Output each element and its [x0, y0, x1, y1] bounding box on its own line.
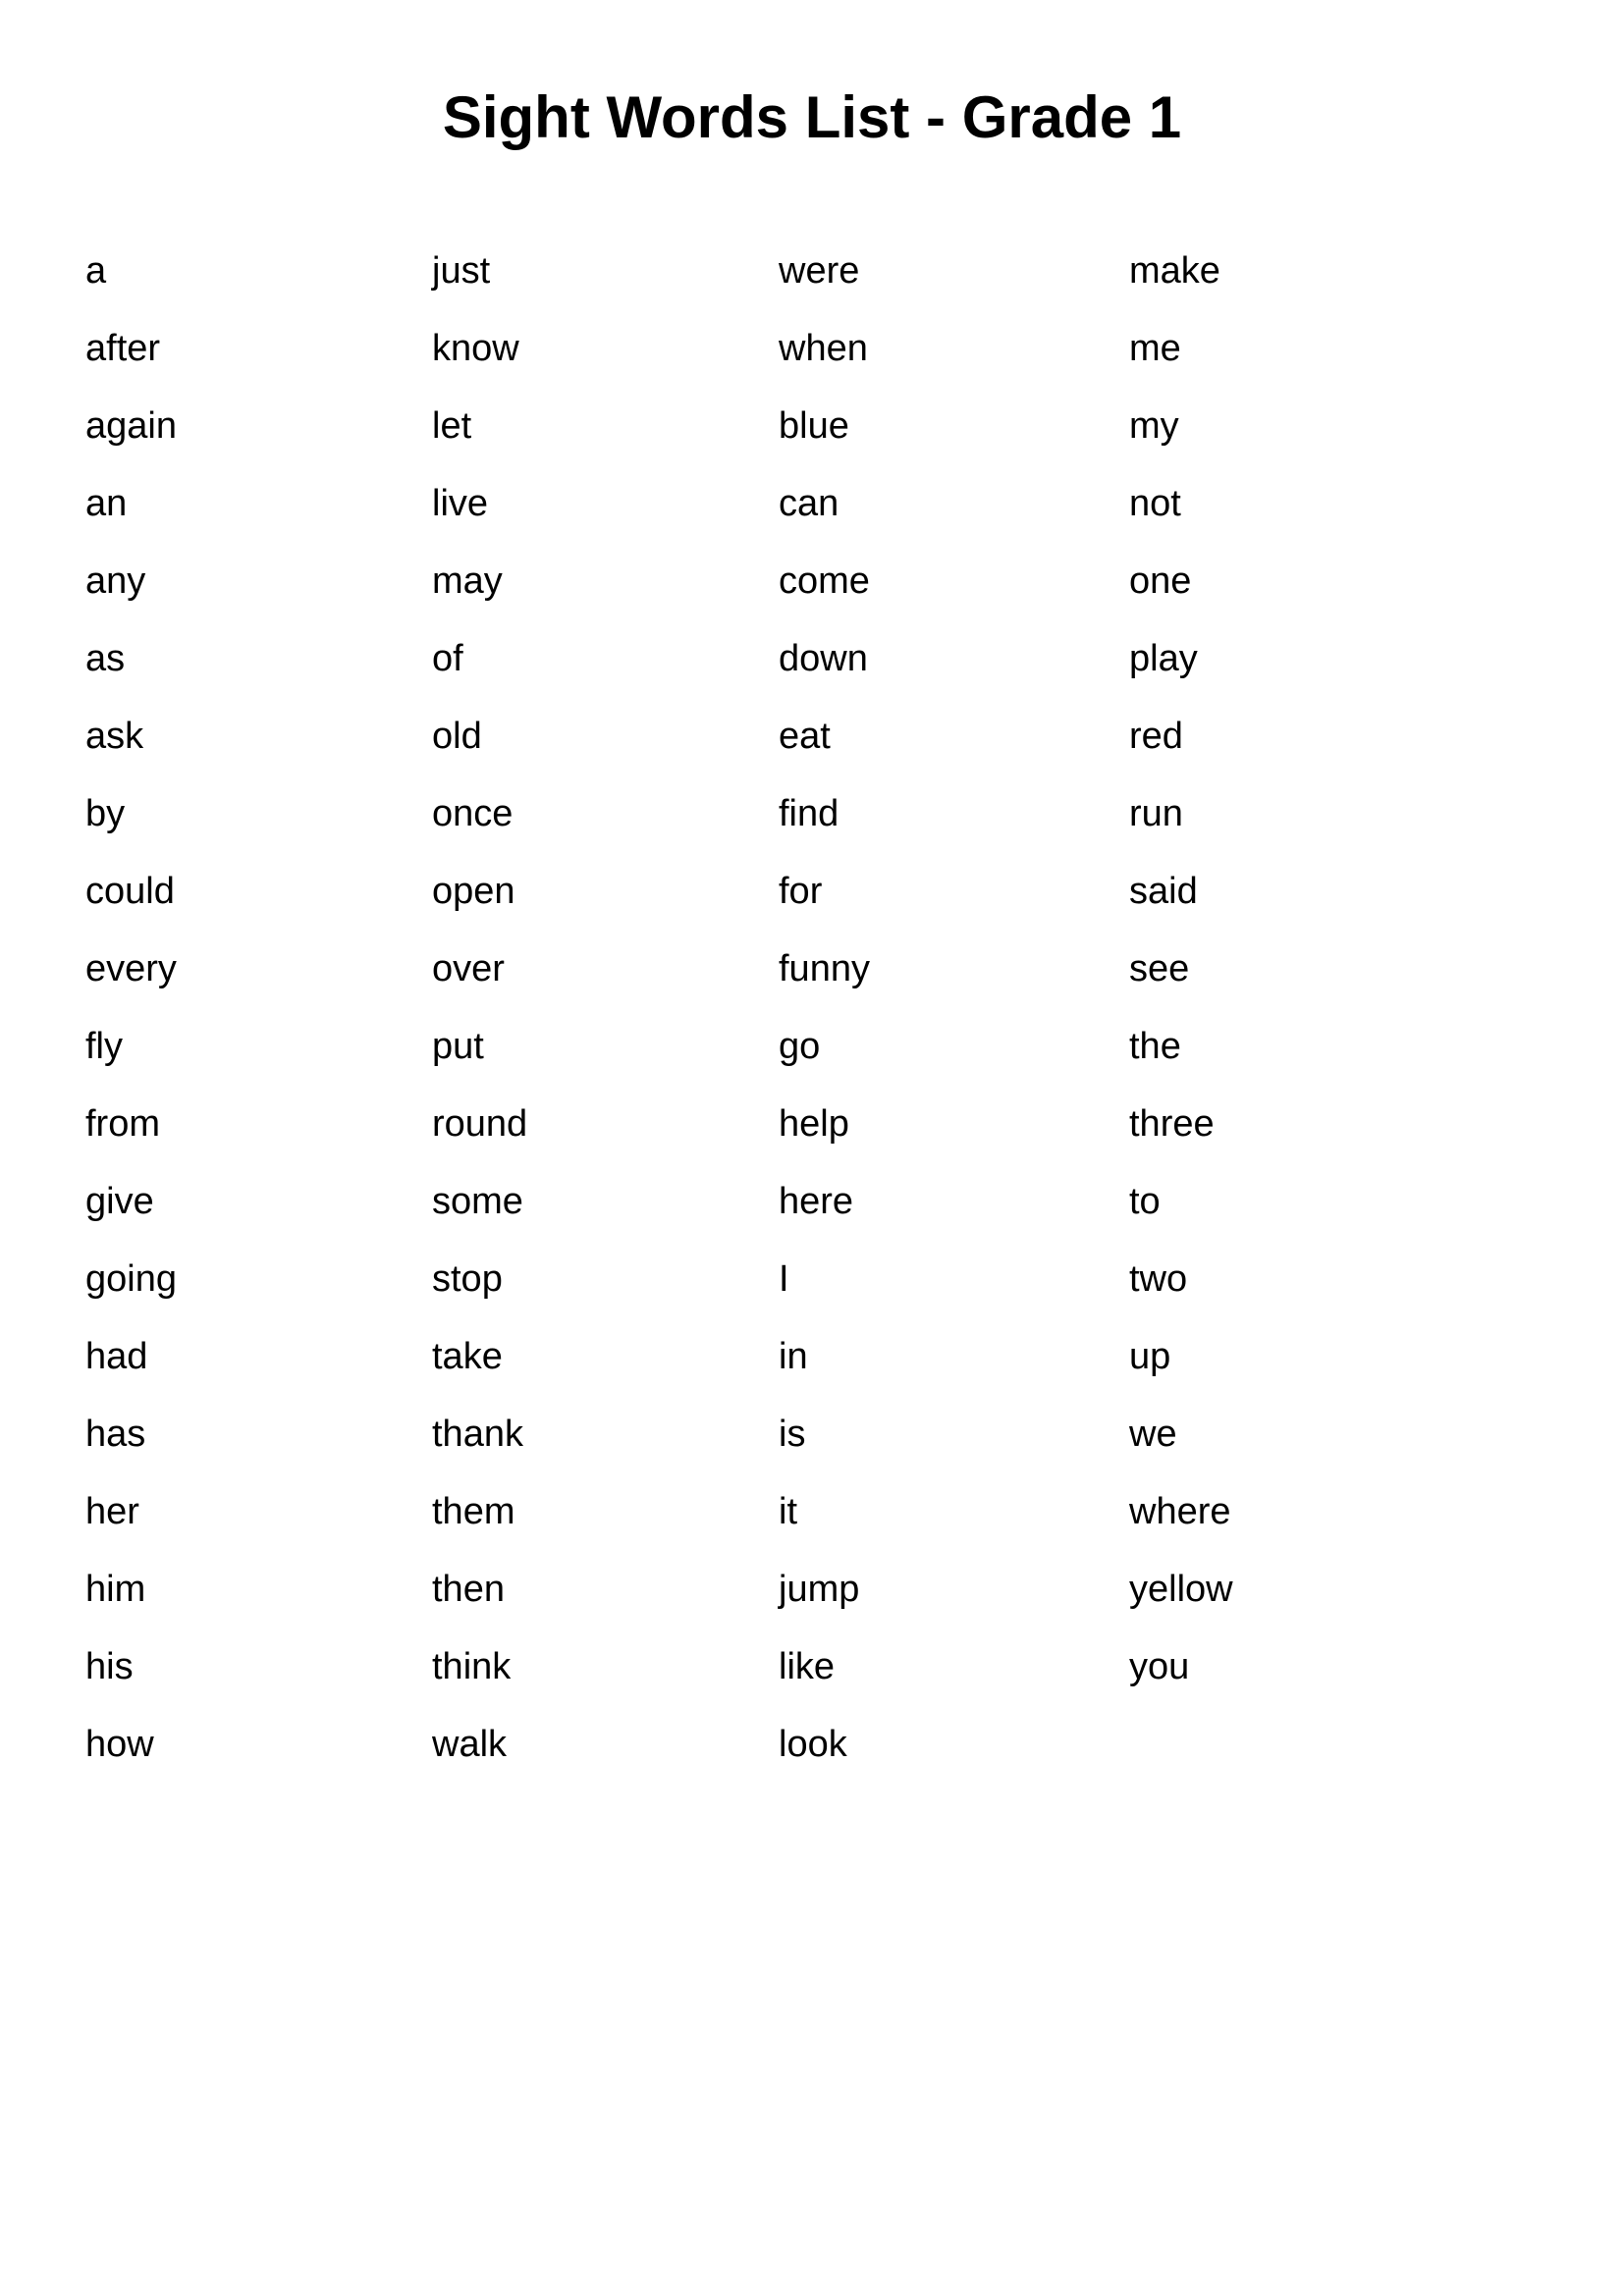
word-item: had: [85, 1336, 148, 1377]
word-item: come: [779, 561, 870, 602]
page-title: Sight Words List - Grade 1: [442, 84, 1182, 150]
word-item: blue: [779, 405, 849, 447]
word-item: were: [779, 250, 860, 292]
word-item: two: [1129, 1258, 1188, 1300]
word-item: every: [85, 948, 177, 989]
word-item: put: [432, 1026, 484, 1067]
word-item: I: [779, 1258, 789, 1300]
word-item: see: [1129, 948, 1190, 989]
word-item: find: [779, 793, 839, 834]
word-column-1: [85, 233, 177, 1784]
word-item: help: [779, 1103, 849, 1145]
word-item: give: [85, 1181, 154, 1222]
word-item: how: [85, 1724, 154, 1765]
word-item: as: [85, 638, 126, 679]
word-item: go: [779, 1026, 821, 1067]
word-item: run: [1129, 793, 1183, 834]
word-item: look: [779, 1724, 847, 1765]
word-item: is: [779, 1414, 806, 1455]
word-item: we: [1129, 1414, 1177, 1455]
word-item: stop: [432, 1258, 503, 1300]
word-item: ask: [85, 716, 144, 757]
word-item: three: [1129, 1103, 1215, 1145]
word-item: a: [85, 250, 107, 292]
word-item: old: [432, 716, 482, 757]
word-item: over: [432, 948, 505, 989]
word-item: my: [1129, 405, 1179, 447]
word-item: for: [779, 871, 823, 912]
word-item: like: [779, 1646, 836, 1687]
word-item: again: [85, 405, 177, 447]
word-item: the: [1129, 1026, 1181, 1067]
word-item: where: [1129, 1491, 1231, 1532]
word-item: yellow: [1129, 1569, 1233, 1610]
word-item: from: [85, 1103, 160, 1145]
word-column-3: [779, 233, 870, 1784]
word-item: you: [1129, 1646, 1190, 1687]
word-item: him: [85, 1569, 146, 1610]
word-item: any: [85, 561, 146, 602]
word-item: live: [432, 483, 489, 524]
word-item: his: [85, 1646, 134, 1687]
word-item: then: [432, 1569, 505, 1610]
word-item: when: [779, 328, 868, 369]
word-item: me: [1129, 328, 1181, 369]
word-item: funny: [779, 948, 870, 989]
word-item: said: [1129, 871, 1198, 912]
word-item: once: [432, 793, 514, 834]
word-item: one: [1129, 561, 1192, 602]
word-item: after: [85, 328, 161, 369]
word-item: going: [85, 1258, 177, 1300]
word-item: eat: [779, 716, 831, 757]
word-item: of: [432, 638, 463, 679]
word-item: up: [1129, 1336, 1171, 1377]
word-item: just: [432, 250, 491, 292]
word-item: take: [432, 1336, 503, 1377]
word-item: her: [85, 1491, 139, 1532]
word-item: open: [432, 871, 515, 912]
word-item: not: [1129, 483, 1181, 524]
word-item: could: [85, 871, 175, 912]
word-item: know: [432, 328, 519, 369]
word-item: let: [432, 405, 472, 447]
word-item: can: [779, 483, 839, 524]
word-item: to: [1129, 1181, 1161, 1222]
word-item: round: [432, 1103, 528, 1145]
word-item: by: [85, 793, 126, 834]
word-item: an: [85, 483, 128, 524]
word-item: down: [779, 638, 868, 679]
word-column-4: [1129, 233, 1233, 1706]
word-item: thank: [432, 1414, 523, 1455]
word-item: walk: [432, 1724, 508, 1765]
word-item: in: [779, 1336, 808, 1377]
word-item: may: [432, 561, 503, 602]
word-item: it: [779, 1491, 797, 1532]
word-item: make: [1129, 250, 1220, 292]
word-item: think: [432, 1646, 512, 1687]
word-item: here: [779, 1181, 854, 1222]
word-item: play: [1129, 638, 1198, 679]
word-item: them: [432, 1491, 515, 1532]
word-item: some: [432, 1181, 523, 1222]
word-item: fly: [85, 1026, 123, 1067]
word-column-2: [432, 233, 527, 1784]
word-item: red: [1129, 716, 1183, 757]
word-item: jump: [779, 1569, 860, 1610]
word-item: has: [85, 1414, 146, 1455]
